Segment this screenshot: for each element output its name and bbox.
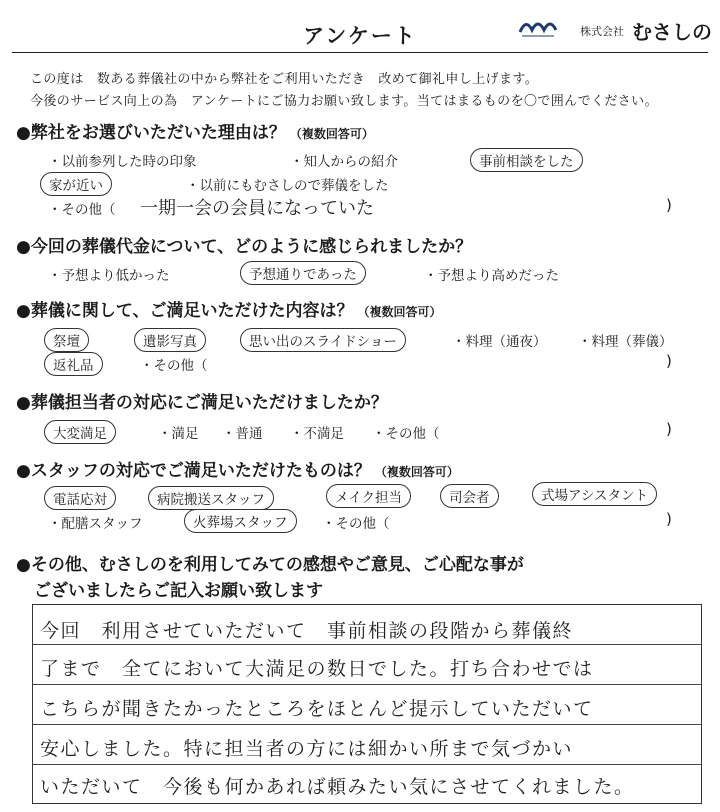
q2-title: ●今回の葬儀代金について、どのように感じられましたか？ [16,237,473,257]
wave-logo-icon [518,14,558,40]
q3-title: ●葬儀に関して、ご満足いただけた内容は？ （複数回答可） [16,301,442,321]
q5-title: ●スタッフの対応でご満足いただけたものは？ （複数回答可） [16,461,459,481]
ruled-line [32,764,702,765]
q3-option-altar[interactable]: 祭壇 [44,328,89,352]
form-title: アンケート [303,24,417,48]
comment-line-5: いただいて 今後も何かあれば頼みたい気にさせてくれました。 [40,776,635,798]
comment-line-2: 了まで 全てにおいて大満足の数日でした。打ち合わせでは [40,658,594,680]
q5-option-phone[interactable]: 電話応対 [44,486,116,510]
q4-title: ●葬儀担当者の対応にご満足いただけましたか？ [16,393,388,413]
ruled-line [32,684,702,685]
header-divider [12,52,708,53]
q5-option-serving[interactable]: ・配膳スタッフ [48,516,143,532]
q5-option-hospital-transport[interactable]: 病院搬送スタッフ [148,486,274,510]
comment-line-3: こちらが聞きたかったところをほとんど提示していただいて [40,698,594,720]
q1-option-referral[interactable]: ・知人からの紹介 [290,154,398,170]
ruled-line [32,724,702,725]
q2-option-as-expected[interactable]: 予想通りであった [240,261,366,285]
q5-option-other[interactable]: ・その他（ [322,516,390,532]
q1-other-handwritten: 一期一会の会員になっていた [140,198,374,219]
q5-option-emcee[interactable]: 司会者 [440,484,499,508]
q1-close-paren: ) [666,196,672,214]
q4-close-paren: ) [666,420,672,438]
q4-option-average[interactable]: ・普通 [222,426,263,442]
q5-option-hall-assistant[interactable]: 式場アシスタント [532,482,657,506]
q4-option-satisfied[interactable]: ・満足 [158,426,199,442]
q5-option-crematorium[interactable]: 火葬場スタッフ [184,509,297,533]
intro-line-2: 今後のサービス向上の為 アンケートにご協力お願い致します。当てはまるものを〇で囲んでください。 [30,94,658,109]
q3-note: （複数回答可） [357,305,442,319]
q6-title-line-1: ●その他、むさしのを利用してみての感想やご意見、ご心配な事が [16,555,524,575]
q1-option-near-home[interactable]: 家が近い [40,172,112,196]
q4-option-unsatisfied[interactable]: ・不満足 [290,426,344,442]
q1-option-prev-attendance[interactable]: ・以前参列した時の印象 [48,154,197,170]
q3-option-meal-funeral[interactable]: ・料理（葬儀） [578,334,673,350]
q3-option-meal-wake[interactable]: ・料理（通夜） [452,334,547,350]
brand-name: むさしの [632,20,712,44]
q4-option-other[interactable]: ・その他（ [372,426,440,442]
q1-option-other[interactable]: ・その他（ [48,202,116,218]
q3-option-other[interactable]: ・その他（ [140,358,208,374]
q5-close-paren: ) [666,510,672,528]
brand-prefix: 株式会社 [580,25,624,38]
q6-title-line-2: ございましたらご記入お願い致します [34,581,323,601]
q1-title: ●弊社をお選びいただいた理由は？ （複数回答可） [16,123,374,143]
comment-line-4: 安心しました。特に担当者の方には細かい所まで気づかい [40,738,574,760]
q1-note: （複数回答可） [289,127,374,141]
q1-option-previous-funeral[interactable]: ・以前にもむさしので葬儀をした [186,178,389,194]
comment-line-1: 今回 利用させていただいて 事前相談の段階から葬儀終 [40,620,574,642]
q3-option-return-gift[interactable]: 返礼品 [44,352,103,376]
q3-option-portrait[interactable]: 遺影写真 [134,328,206,352]
intro-line-1: この度は 数ある葬儀社の中から弊社をご利用いただき 改めて御礼申し上げます。 [30,72,539,87]
q1-option-consultation[interactable]: 事前相談をした [470,148,583,172]
ruled-line [32,644,702,645]
q3-option-slideshow[interactable]: 思い出のスライドショー [240,328,406,352]
q2-option-lower[interactable]: ・予想より低かった [48,268,170,284]
q4-option-very-satisfied[interactable]: 大変満足 [44,420,116,444]
q2-option-higher[interactable]: ・予想より高めだった [424,268,559,284]
q3-close-paren: ) [666,352,672,370]
q5-note: （複数回答可） [374,465,459,479]
q5-option-makeup[interactable]: メイク担当 [326,484,411,508]
